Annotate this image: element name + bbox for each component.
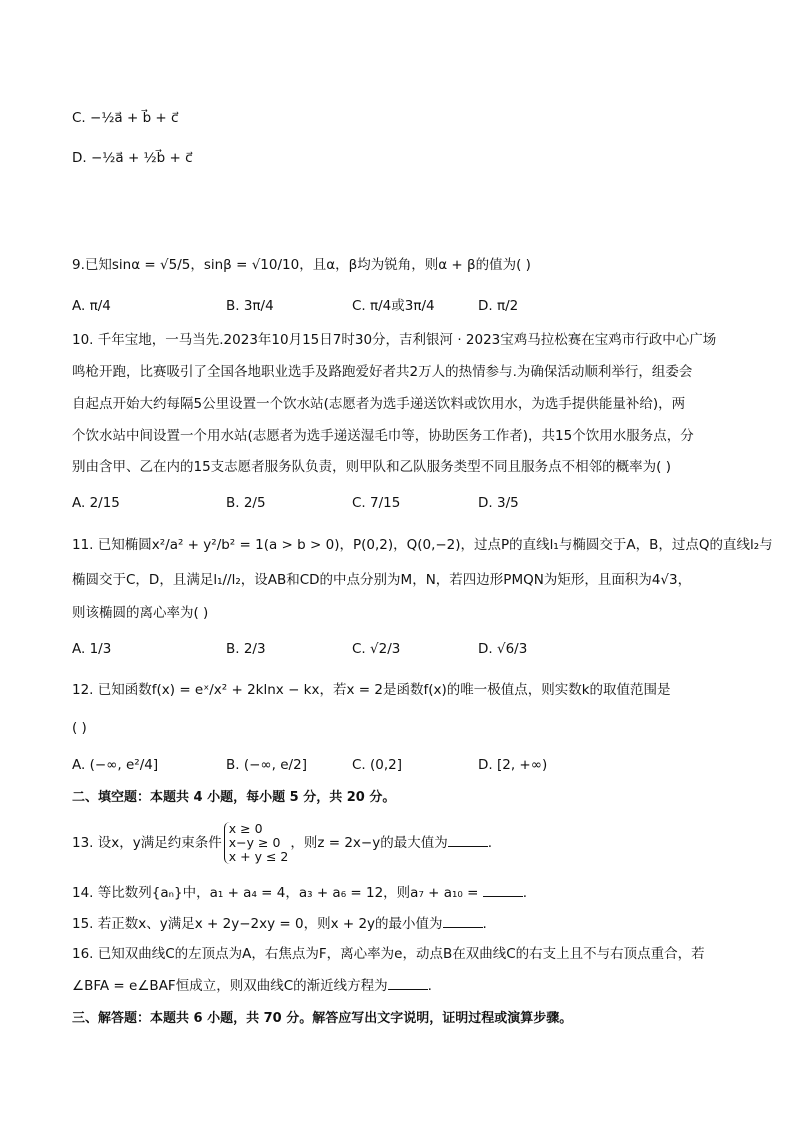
q10-line-4: 个饮水站中间设置一个用水站(志愿者为选手递送湿毛巾等，协助医务工作者)，共15个饮用水服务点，分 xyxy=(72,428,694,444)
q11-line-3: 则该椭圆的离心率为( ) xyxy=(72,605,209,621)
q13-constraint-2: x−y ≥ 0 xyxy=(228,835,281,850)
q9-stem: 9.已知sinα = √5/5，sinβ = √10/10，且α，β均为锐角，则α + β的值为( ) xyxy=(72,257,531,273)
q13-prefix: 13. 设x，y满足约束条件 xyxy=(72,835,222,851)
q10-option-a: A. 2/15 xyxy=(72,495,120,511)
q12-option-c: C. (0,2] xyxy=(352,757,403,773)
q13-line xyxy=(72,822,492,864)
q12-option-a: A. (−∞, e²/4] xyxy=(72,757,159,773)
q13-constraint-3: x + y ≤ 2 xyxy=(228,849,289,864)
q12-line-2: ( ) xyxy=(72,720,87,736)
q10-line-3: 自起点开始大约每隔5公里设置一个饮水站(志愿者为选手递送饮料或饮用水，为选手提供能量补给)，两 xyxy=(72,396,686,412)
q11-line-2: 椭圆交于C，D，且满足l₁//l₂，设AB和CD的中点分别为M，N，若四边形PMQN为矩形，且面积为4√3， xyxy=(72,572,692,588)
q16-line-2 xyxy=(72,975,432,996)
q13-constraint-1: x ≥ 0 xyxy=(228,821,263,836)
q10-line-5: 别由含甲、乙在内的15支志愿者服务队负责，则甲队和乙队服务类型不同且服务点不相邻的概率为( ) xyxy=(72,459,672,475)
q9-option-a: A. π/4 xyxy=(72,298,111,314)
q15-text: 15. 若正数x、y满足x + 2y−2xy = 0，则x + 2y的最小值为 xyxy=(72,916,443,932)
q15-line xyxy=(72,913,487,934)
q14-answer-blank xyxy=(483,882,523,897)
q8-option-d: D. −½a⃗ + ½b⃗ + c⃗ xyxy=(72,150,193,166)
q15-answer-blank xyxy=(443,913,483,928)
q16-answer-blank xyxy=(388,975,428,990)
q13-suffix: ，则z = 2x−y的最大值为 xyxy=(290,835,448,851)
q10-option-b: B. 2/5 xyxy=(226,495,266,511)
q13-end: . xyxy=(487,835,492,851)
q14-line xyxy=(72,882,527,903)
section-3-heading: 三、解答题：本题共 6 小题，共 70 分。解答应写出文字说明，证明过程或演算步骤。 xyxy=(72,1011,573,1026)
q11-line-1: 11. 已知椭圆x²/a² + y²/b² = 1(a > b > 0)，P(0,2)，Q(0,−2)，过点P的直线l₁与椭圆交于A，B，过点Q的直线l₂与 xyxy=(72,537,773,553)
q14-text: 14. 等比数列{aₙ}中，a₁ + a₄ = 4，a₃ + a₆ = 12，则a₇ + a₁₀ = xyxy=(72,885,483,901)
q9-option-d: D. π/2 xyxy=(478,298,519,314)
q10-line-2: 鸣枪开跑，比赛吸引了全国各地职业选手及路跑爱好者共2万人的热情参与.为确保活动顺利举行，组委会 xyxy=(72,364,693,380)
section-2-heading: 二、填空题：本题共 4 小题，每小题 5 分，共 20 分。 xyxy=(72,790,396,805)
q12-option-d: D. [2, +∞) xyxy=(478,757,548,773)
q9-option-b: B. 3π/4 xyxy=(226,298,274,314)
q12-line-1: 12. 已知函数f(x) = eˣ/x² + 2klnx − kx，若x = 2是函数f(x)的唯一极值点，则实数k的取值范围是 xyxy=(72,682,671,698)
q10-option-c: C. 7/15 xyxy=(352,495,401,511)
q13-constraint-brace xyxy=(224,822,289,864)
q12-option-b: B. (−∞, e/2] xyxy=(226,757,307,773)
q14-end: . xyxy=(522,885,528,901)
q11-option-a: A. 1/3 xyxy=(72,641,112,657)
q16-line-1: 16. 已知双曲线C的左顶点为A，右焦点为F，离心率为e，动点B在双曲线C的右支上且不与右顶点重合，若 xyxy=(72,946,705,962)
q16-end: . xyxy=(427,978,432,994)
q11-option-b: B. 2/3 xyxy=(226,641,266,657)
q15-end: . xyxy=(482,916,487,932)
q8-option-c: C. −½a⃗ + b⃗ + c⃗ xyxy=(72,110,179,126)
q13-answer-blank xyxy=(448,832,488,847)
q10-line-1: 10. 千年宝地，一马当先.2023年10月15日7时30分，吉利银河 · 2023宝鸡马拉松赛在宝鸡市行政中心广场 xyxy=(72,332,717,348)
q11-option-d: D. √6/3 xyxy=(478,641,528,657)
q9-option-c: C. π/4或3π/4 xyxy=(352,298,435,314)
q16-text: ∠BFA = e∠BAF恒成立，则双曲线C的渐近线方程为 xyxy=(72,978,388,994)
q10-option-d: D. 3/5 xyxy=(478,495,519,511)
q11-option-c: C. √2/3 xyxy=(352,641,401,657)
